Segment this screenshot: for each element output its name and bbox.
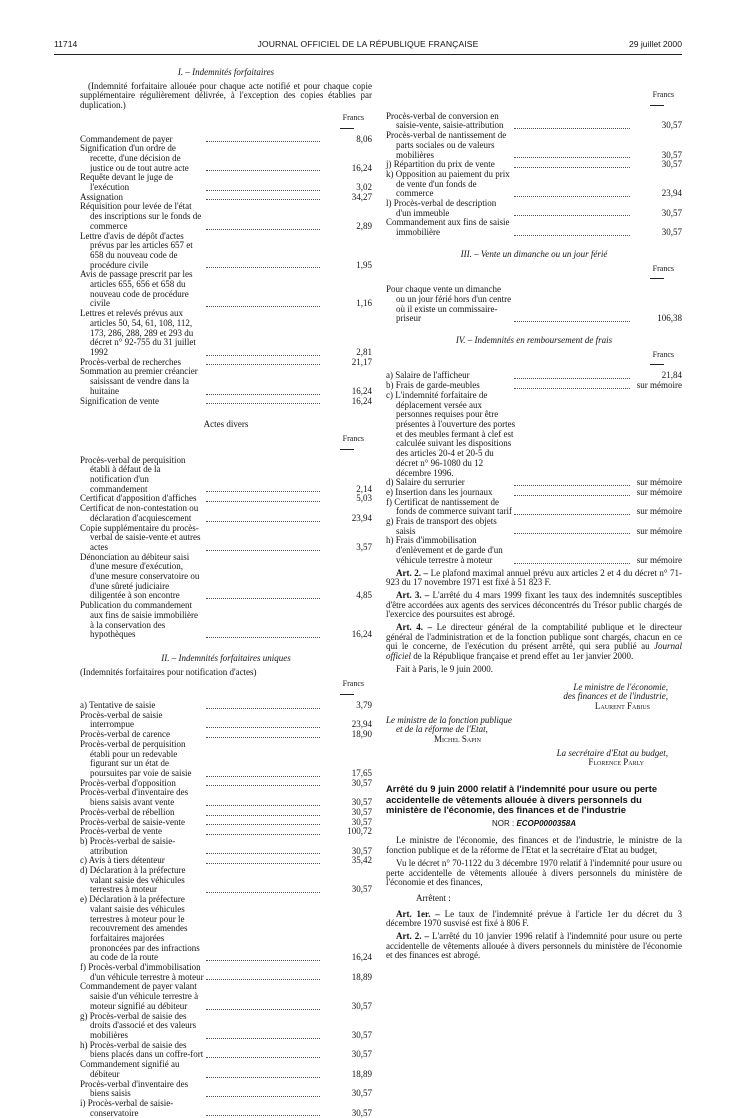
tariff-value: sur mémoire <box>636 506 682 517</box>
tariff-value: 17,65 <box>351 768 372 778</box>
tariff-label: Procès-verbal de saisie-vente <box>80 816 185 827</box>
dot-leader <box>206 1115 320 1116</box>
tariff-value: 106,38 <box>657 313 682 324</box>
tariff-row <box>386 391 682 478</box>
journal-title: JOURNAL OFFICIEL DE LA RÉPUBLIQUE FRANÇAISE <box>257 39 479 49</box>
dot-leader <box>206 960 320 961</box>
tariff-row <box>386 517 682 536</box>
tariff-label: Procès-verbal de saisie interrompue <box>80 709 163 730</box>
tariff-row <box>80 711 372 730</box>
dot-leader <box>206 355 320 356</box>
tariff-value: 18,90 <box>351 729 372 740</box>
article-2: Art. 2. – Le plafond maximal annuel prévu aux articles 2 et 4 du décret n° 71-923 du 17 novembre 1971 est fixé à 51 823 F. <box>386 567 682 588</box>
dot-leader <box>514 495 630 496</box>
tariff-value: 30,57 <box>351 806 372 817</box>
tariff-value: sur mémoire <box>636 554 682 565</box>
tariff-value: 16,24 <box>351 385 372 396</box>
dot-leader <box>206 979 320 980</box>
tariff-value: sur mémoire <box>636 486 682 497</box>
dot-leader <box>206 1009 320 1010</box>
left-column <box>80 62 372 1118</box>
tariff-value: 16,24 <box>351 162 372 173</box>
tariff-row <box>80 837 372 856</box>
header-rule <box>54 54 682 55</box>
dot-leader <box>206 306 320 307</box>
tariff-list <box>80 135 372 407</box>
tariff-label: Dénonciation au débiteur saisi d'une mesure d'exécution, d'une mesure conservatoire ou d'une sûreté judiciaire diligentée à son encontre <box>80 551 200 601</box>
article-4: Art. 4. – Le directeur général de la comptabilité publique et le directeur général de l'administration et de la fonction publique sont chargés, chacun en ce qui le concerne, de l'exécution du présent arrêté, qui sera publié au Journal officiel de la République française et prend effet au 1er janvier 2000. <box>386 622 682 662</box>
dot-leader <box>206 805 320 806</box>
dot-leader <box>206 863 320 864</box>
dot-leader <box>514 514 630 515</box>
dot-leader <box>514 235 630 236</box>
dot-leader <box>206 267 320 268</box>
tariff-value: 18,89 <box>351 1068 372 1079</box>
dot-leader <box>206 637 320 638</box>
dot-leader <box>514 533 630 534</box>
tariff-label: i) Procès-verbal de saisie-conservatoire <box>80 1097 174 1118</box>
tariff-label: h) Frais d'immobilisation d'enlèvement et de garde d'un véhicule terrestre à moteur <box>386 535 503 565</box>
tariff-list <box>80 456 372 640</box>
tariff-value: sur mémoire <box>636 380 682 391</box>
section-title: III. – Vente un dimanche ou un jour férié <box>460 248 608 259</box>
article-3: Art. 3. – L'arrêté du 4 mars 1999 fixant les taux des indemnités susceptibles d'être accordées aux agents des services déconcentrés du Trésor public chargés de l'exercice des poursuites est abrogé. <box>386 589 683 620</box>
section-title: I. – Indemnités forfaitaires <box>177 67 275 77</box>
tariff-value: 23,94 <box>661 188 682 199</box>
arrete-article-1: Art. 1er. – Le taux de l'indemnité prévue à l'article 1er du décret du 3 décembre 1970 susvisé est fixé à 806 F. <box>386 908 683 929</box>
dot-leader <box>206 708 320 709</box>
dot-leader <box>514 128 630 129</box>
tariff-label: a) Salaire de l'afficheur <box>386 370 470 381</box>
tariff-label: Publication du commandement aux fins de saisie immobilière à la conservation des hypothèques <box>80 600 198 640</box>
tariff-label: Commandement signifié au débiteur <box>80 1059 180 1079</box>
tariff-label: Signification de vente <box>80 395 159 406</box>
tariff-label: Procès-verbal d'opposition <box>80 777 176 788</box>
tariff-label: Avis de passage prescrit par les articles 655, 656 et 658 du nouveau code de procédure civile <box>80 269 193 309</box>
arrete-vu: Vu le décret n° 70-1122 du 3 décembre 1970 relatif à l'indemnité pour usure ou perte accidentelle de vêtements allouée à divers personnels du ministère de l'économie et des finances, <box>386 857 682 888</box>
tariff-label: e) Déclaration à la préfecture valant saisie des véhicules terrestres à moteur pour le recouvrement des amendes forfaitaires majorées prononcées par des infractions au code de la route <box>80 894 200 963</box>
section-title: IV. – Indemnités en remboursement de frais <box>455 335 613 346</box>
tariff-label: Procès-verbal de conversion en saisie-vente, saisie-attribution <box>386 110 504 131</box>
tariff-label: b) Frais de garde-meubles <box>386 380 480 391</box>
arrete-article-2: Art. 2. – L'arrêté du 10 janvier 1996 relatif à l'indemnité pour usure ou perte accidentelle de vêtements allouée à divers personnels du ministère de l'économie et des finances est abrogé. <box>386 931 683 961</box>
tariff-row <box>80 456 372 495</box>
nor-reference: NOR : ECOP0000358A <box>491 818 577 828</box>
tariff-value: 35,42 <box>351 855 372 866</box>
tariff-label: Requête devant le juge de l'exécution <box>80 172 173 193</box>
tariff-value: 23,94 <box>351 719 372 730</box>
francs-header: Francs <box>386 350 682 366</box>
tariff-label: Procès-verbal d'inventaire des biens saisis <box>80 1078 189 1099</box>
signature-budget-secretary: La secrétaire d'Etat au budget, Florence Parly <box>556 747 668 768</box>
dot-leader <box>206 170 320 171</box>
tariff-label: Sommation au premier créancier saisissant de vendre dans la huitaine <box>80 366 198 396</box>
tariff-value: 8,06 <box>356 133 372 144</box>
tariff-value: 30,57 <box>351 777 372 788</box>
tariff-label: Pour chaque vente un dimanche ou un jour férié hors d'un centre où il existe un commissaire-priseur <box>386 284 512 324</box>
dot-leader <box>206 141 320 142</box>
tariff-row <box>80 144 372 173</box>
tariff-label: Certificat de non-contestation ou déclaration d'acquiescement <box>80 503 199 523</box>
tariff-row <box>386 131 682 160</box>
tariff-label: Procès-verbal de recherches <box>80 356 181 367</box>
tariff-label: j) Répartition du prix de vente <box>386 159 495 170</box>
tariff-label: g) Frais de transport des objets saisis <box>386 516 497 536</box>
dot-leader <box>206 815 320 816</box>
dot-leader <box>206 521 320 522</box>
tariff-label: Lettres et relevés prévus aux articles 50, 54, 61, 108, 112, 173, 286, 288, 289 et 293 du décret n° 92-755 du 31 juillet 1992 <box>80 308 196 357</box>
dot-leader <box>514 485 630 486</box>
signature-fonction-publique-minister: Le ministre de la fonction publique et de la réforme de l'Etat, Michel Sapin <box>386 714 512 745</box>
tariff-label: Assignation <box>80 191 124 202</box>
tariff-row <box>386 199 682 218</box>
tariff-value: 30,57 <box>351 1107 372 1118</box>
tariff-value: 30,57 <box>351 884 372 895</box>
section-title: II. – Indemnités forfaitaires uniques <box>161 652 291 663</box>
tariff-row <box>80 788 372 807</box>
dot-leader <box>206 364 320 365</box>
tariff-value: 21,84 <box>661 370 682 381</box>
dot-leader <box>514 388 630 389</box>
tariff-row <box>80 601 372 640</box>
tariff-label: l) Procès-verbal de description d'un immeuble <box>386 198 497 218</box>
dot-leader <box>514 378 630 379</box>
tariff-value: 16,24 <box>351 952 372 963</box>
dot-leader <box>206 785 320 786</box>
tariff-value: 30,57 <box>661 227 682 238</box>
tariff-label: Procès-verbal de carence <box>80 729 170 740</box>
dot-leader <box>206 1096 320 1097</box>
tariff-label: Commandement aux fins de saisie immobilière <box>386 217 510 238</box>
dot-leader <box>206 834 320 835</box>
tariff-label: Lettre d'avis de dépôt d'actes prévus par les articles 657 et 658 du nouveau code de procédure civile <box>80 230 193 270</box>
tariff-label: k) Opposition au paiement du prix de vente d'un fonds de commerce <box>386 168 510 199</box>
tariff-value: 34,27 <box>351 191 372 202</box>
tariff-row <box>80 309 372 358</box>
dot-leader <box>206 1057 320 1058</box>
section-intro: (Indemnité forfaitaire allouée pour chaque acte notifié et pour chaque copie supplémentaire régulièrement délivrée, à l'exception des copies établies par duplication.) <box>80 80 372 111</box>
tariff-value: sur mémoire <box>636 477 682 488</box>
tariff-value: 100,72 <box>347 826 372 837</box>
tariff-value: 4,85 <box>356 590 372 601</box>
tariff-value: 2,14 <box>356 483 372 494</box>
tariff-row <box>80 173 372 192</box>
tariff-value: 3,02 <box>356 182 372 193</box>
tariff-label: e) Insertion dans les journaux <box>386 486 493 497</box>
tariff-value: 21,17 <box>351 356 372 367</box>
tariff-value: 16,24 <box>351 395 372 406</box>
page-header <box>54 40 682 52</box>
dot-leader <box>206 229 320 230</box>
francs-header: Francs <box>80 679 372 695</box>
tariff-label: Copie supplémentaire du procès-verbal de saisie-vente et autres actes <box>80 522 201 552</box>
dot-leader <box>206 853 320 854</box>
tariff-row <box>80 1099 372 1118</box>
tariff-value: 1,16 <box>356 298 372 309</box>
dot-leader <box>514 215 630 216</box>
tariff-value: 18,89 <box>351 971 372 982</box>
dot-leader <box>514 563 630 564</box>
tariff-row <box>80 553 372 602</box>
tariff-row <box>386 536 682 565</box>
dot-leader <box>206 737 320 738</box>
tariff-label: g) Procès-verbal de saisie des droits d'associé et des valeurs mobilières <box>80 1010 197 1040</box>
tariff-label: Signification d'un ordre de recette, d'une décision de justice ou de tout autre acte <box>80 143 189 173</box>
dot-leader <box>514 321 630 322</box>
dot-leader <box>206 727 320 728</box>
dot-leader <box>206 550 320 551</box>
tariff-value: 23,94 <box>351 512 372 523</box>
tariff-value: 30,57 <box>661 149 682 160</box>
arretent: Arrêtent : <box>416 892 451 903</box>
tariff-label: Procès-verbal de perquisition établi pour un redevable figurant sur un état de poursuites par voie de saisie <box>80 738 192 778</box>
tariff-label: Réquisition pour levée de l'état des inscriptions sur le fonds de commerce <box>80 201 202 231</box>
tariff-label: d) Déclaration à la préfecture valant saisie des véhicules terrestres à moteur <box>80 865 186 895</box>
page-number: 11714 <box>54 39 78 49</box>
arrete-title: Arrêté du 9 juin 2000 relatif à l'indemnité pour usure ou perte accidentelle de vêtements allouée à divers personnels du ministère de l'économie, des finances et de l'industrie <box>386 783 658 816</box>
section-title: Actes divers <box>203 419 249 430</box>
tariff-value: 30,57 <box>351 1088 372 1099</box>
arrete-preamble: Le ministre de l'économie, des finances et de l'industrie, le ministre de la fonction publique et de la réforme de l'Etat et la secrétaire d'Etat au budget, <box>386 835 682 856</box>
tariff-row <box>386 218 682 237</box>
tariff-row <box>386 498 682 517</box>
tariff-label: f) Certificat de nantissement de fonds de commerce suivant tarif <box>386 496 512 517</box>
tariff-row <box>386 170 682 199</box>
tariff-row <box>80 504 372 523</box>
tariff-label: h) Procès-verbal de saisie des biens placés dans un coffre-fort <box>80 1039 204 1060</box>
tariff-value: 30,57 <box>661 207 682 218</box>
tariff-row <box>80 270 372 309</box>
dot-leader <box>206 824 320 825</box>
tariff-row <box>80 895 372 963</box>
tariff-label: Commandement de payer valant saisie d'un véhicule terrestre à moteur signifié au débiteur <box>80 981 199 1011</box>
dot-leader <box>206 892 320 893</box>
tariff-value: sur mémoire <box>636 525 682 536</box>
tariff-value: 30,57 <box>351 1000 372 1011</box>
tariff-label: Procès-verbal de rébellion <box>80 806 175 817</box>
tariff-row <box>80 1060 372 1079</box>
dot-leader <box>206 1038 320 1039</box>
tariff-value: 3,79 <box>356 700 372 711</box>
tariff-row <box>80 740 372 779</box>
tariff-value: 30,57 <box>351 845 372 856</box>
tariff-list <box>386 112 682 238</box>
signature-economy-minister: Le ministre de l'économie, des finances et de l'industrie, Laurent Fabius <box>563 681 668 711</box>
francs-header: Francs <box>386 264 682 280</box>
tariff-value: 2,89 <box>356 220 372 231</box>
tariff-row <box>80 202 372 231</box>
section-intro: (Indemnités forfaitaires pour notification d'actes) <box>80 666 257 677</box>
tariff-label: b) Procès-verbal de saisie-attribution <box>80 835 176 856</box>
tariff-label: Procès-verbal d'inventaire des biens saisis avant vente <box>80 787 189 808</box>
tariff-row <box>80 982 372 1011</box>
tariff-value: 30,57 <box>351 1029 372 1040</box>
tariff-row <box>80 1041 372 1060</box>
tariff-row <box>80 524 372 553</box>
francs-header: Francs <box>386 90 682 106</box>
tariff-label: Certificat d'apposition d'affiches <box>80 493 197 504</box>
tariff-label: Procès-verbal de vente <box>80 826 162 837</box>
tariff-label: d) Salaire du serrurier <box>386 477 465 488</box>
tariff-label: Procès-verbal de perquisition établi à défaut de la notification d'un commandement <box>80 454 186 494</box>
dot-leader <box>206 394 320 395</box>
tariff-value: 3,57 <box>356 541 372 552</box>
dot-leader <box>514 157 630 158</box>
dot-leader <box>514 167 630 168</box>
tariff-row <box>80 367 372 396</box>
tariff-list <box>386 285 682 324</box>
tariff-value: 30,57 <box>351 816 372 827</box>
tariff-value: 30,57 <box>661 120 682 131</box>
tariff-label: c) L'indemnité forfaitaire de déplacement versée aux personnes requises pour être présentes à l'ouverture des portes et des meubles fermant à clef est calculée suivant les dispositions des articles 20-4 et 20-5 du décret n° 96-1080 du 12 décembre 1996. <box>386 389 516 478</box>
tariff-list <box>386 371 682 565</box>
tariff-label: Procès-verbal de nantissement de parts sociales ou de valeurs mobilières <box>386 130 507 160</box>
tariff-label: Commandement de payer <box>80 133 173 144</box>
francs-header: Francs <box>80 434 372 450</box>
dot-leader <box>206 501 320 502</box>
dot-leader <box>206 598 320 599</box>
tariff-row <box>80 1012 372 1041</box>
right-column <box>386 62 682 963</box>
dot-leader <box>206 403 320 404</box>
tariff-row <box>80 397 372 407</box>
tariff-row <box>80 866 372 895</box>
tariff-value: 1,95 <box>356 259 372 270</box>
tariff-row <box>80 232 372 271</box>
tariff-row <box>386 112 682 131</box>
tariff-value: 30,57 <box>661 159 682 170</box>
dot-leader <box>514 196 630 197</box>
tariff-value: 5,03 <box>356 493 372 504</box>
tariff-row <box>386 285 682 324</box>
dot-leader <box>206 190 320 191</box>
tariff-label: c) Avis à tiers détenteur <box>80 855 165 866</box>
tariff-row <box>80 963 372 982</box>
dot-leader <box>206 1077 320 1078</box>
tariff-row <box>80 1080 372 1099</box>
fait-a-paris: Fait à Paris, le 9 juin 2000. <box>396 663 493 674</box>
tariff-value: 30,57 <box>351 1049 372 1060</box>
tariff-value: 2,81 <box>356 346 372 357</box>
tariff-label: f) Procès-verbal d'immobilisation d'un véhicule terrestre à moteur <box>80 962 204 982</box>
issue-date: 29 juillet 2000 <box>628 39 682 49</box>
dot-leader <box>206 776 320 777</box>
tariff-list <box>80 701 372 1118</box>
tariff-label: a) Tentative de saisie <box>80 700 156 711</box>
francs-header: Francs <box>80 113 372 129</box>
dot-leader <box>206 199 320 200</box>
dot-leader <box>206 491 320 492</box>
tariff-value: 16,24 <box>351 629 372 640</box>
tariff-value: 30,57 <box>351 797 372 808</box>
